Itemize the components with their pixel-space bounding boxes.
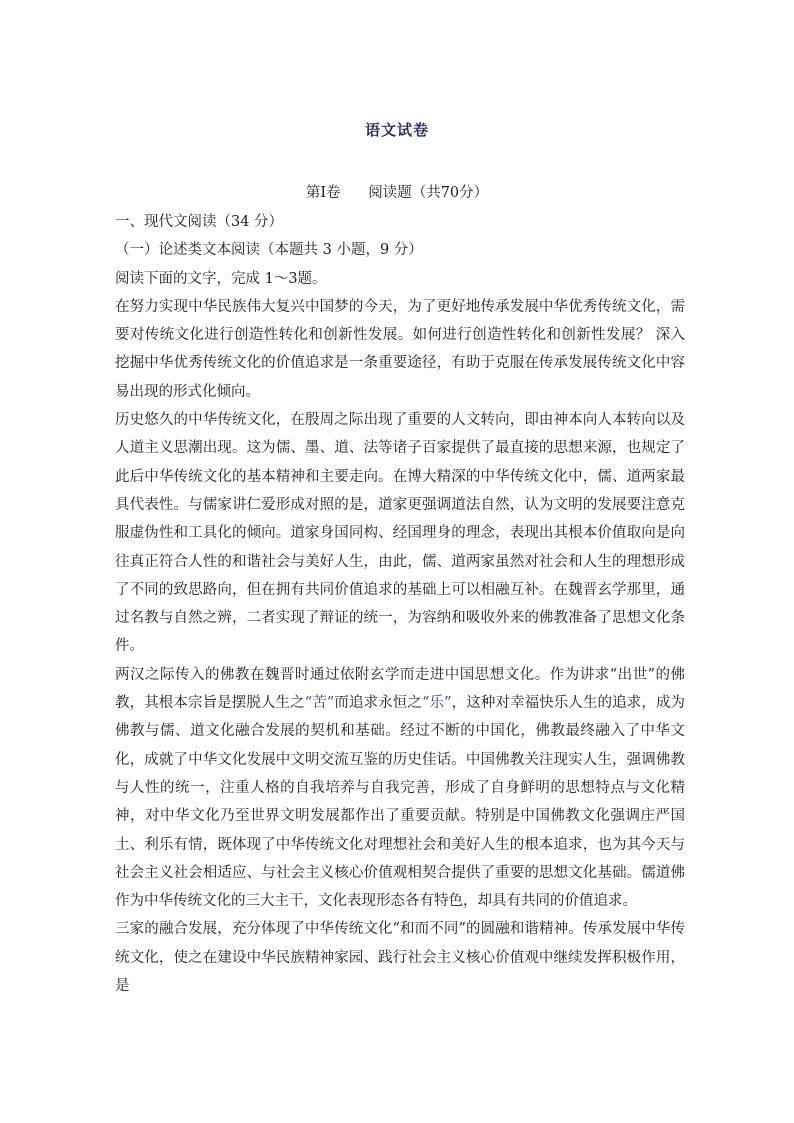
volume-heading: 第Ⅰ卷 阅读题（共70分） — [305, 185, 489, 201]
exam-title: 语文试卷 — [364, 121, 429, 139]
passage-paragraph-4: 三家的融合发展，充分体现了中华传统文化“和而不同”的圆融和谐精神。传承发展中华传统文化，使之在建设中华民族精神家园、践行社会主义核心价值观中继续发挥积极作用，是 — [115, 921, 685, 995]
passage-paragraph-1: 在努力实现中华民族伟大复兴中国梦的今天，为了更好地传承发展中华优秀传统文化，需要对传统文化进行创造性转化和创新性发展。如何进行创造性转化和创新性发展？ 深入挖掘中华优秀传统文化的价值追求是一条重要途径，有助于克服在传承发展传统文化中容易出现的形式化倾向。 — [115, 298, 685, 400]
passage-paragraph-2: 历史悠久的中华传统文化，在殷周之际出现了重要的人文转向，即由神本向人本转向以及人道主义思潮出现。这为儒、墨、道、法等诸子百家提供了最直接的思想来源，也规定了此后中华传统文化的基本精神和主要走向。在博大精深的中华传统文化中，儒、道两家最具代表性。与儒家讲仁爱形成对照的是，道家更强调道法自然，认为文明的发展要注意克服虚伪性和工具化的倾向。道家身国同构、经国理身的理念，表现出其根本价值取向是向往真正符合人性的和谐社会与美好人生，由此，儒、道两家虽然对社会和人生的理想形成了不同的致思路向，但在拥有共同价值追求的基础上可以相融互补。在魏晋玄学那里，通过名教与自然之辨，二者实现了辩证的统一，为容纳和吸收外来的佛教准备了思想文化条件。 — [115, 412, 685, 655]
reading-instruction: 阅读下面的文字，完成 1～3题。 — [115, 270, 327, 287]
exam-content — [115, 208, 685, 1000]
subsection-heading: （一）论述类文本阅读（本题共 3 小题，9 分） — [115, 242, 423, 259]
passage-paragraph-3 — [115, 661, 685, 916]
quote-ku: “苦” — [304, 695, 335, 712]
paragraph-3-text-c: ，这种对幸福快乐人生的追求，成为佛教与儒、道文化融合发展的契机和基础。经过不断的中国化，佛教最终融入了中华文化，成就了中华文化发展中文明交流互鉴的历史佳话。中国佛教关注现实人生，强调佛教与人性的统一，注重人格的自我培养与自我完善，形成了自身鲜明的思想特点与文化精神，对中华文化乃至世界文明发展都作出了重要贡献。特别是中国佛教文化强调庄严国土、利乐有情，既体现了中华传统文化对理想社会和美好人生的根本追求，也为其今天与社会主义社会相适应、与社会主义核心价值观相契合提供了重要的思想文化基础。儒道佛作为中华传统文化的三大主干，文化表现形态各有特色，却具有共同的价值追求。 — [115, 695, 686, 910]
section-heading: 一、现代文阅读（34 分） — [115, 214, 284, 230]
paragraph-3-text-b: 而追求永恒之 — [334, 695, 422, 712]
quote-le: “乐” — [421, 695, 452, 712]
paragraph-3-text-a: 两汉之际传入的佛教在魏晋时通过依附玄学而走进中国思想文化。作为讲求“出世”的佛教，其根本宗旨是摆脱人生之 — [115, 666, 685, 712]
